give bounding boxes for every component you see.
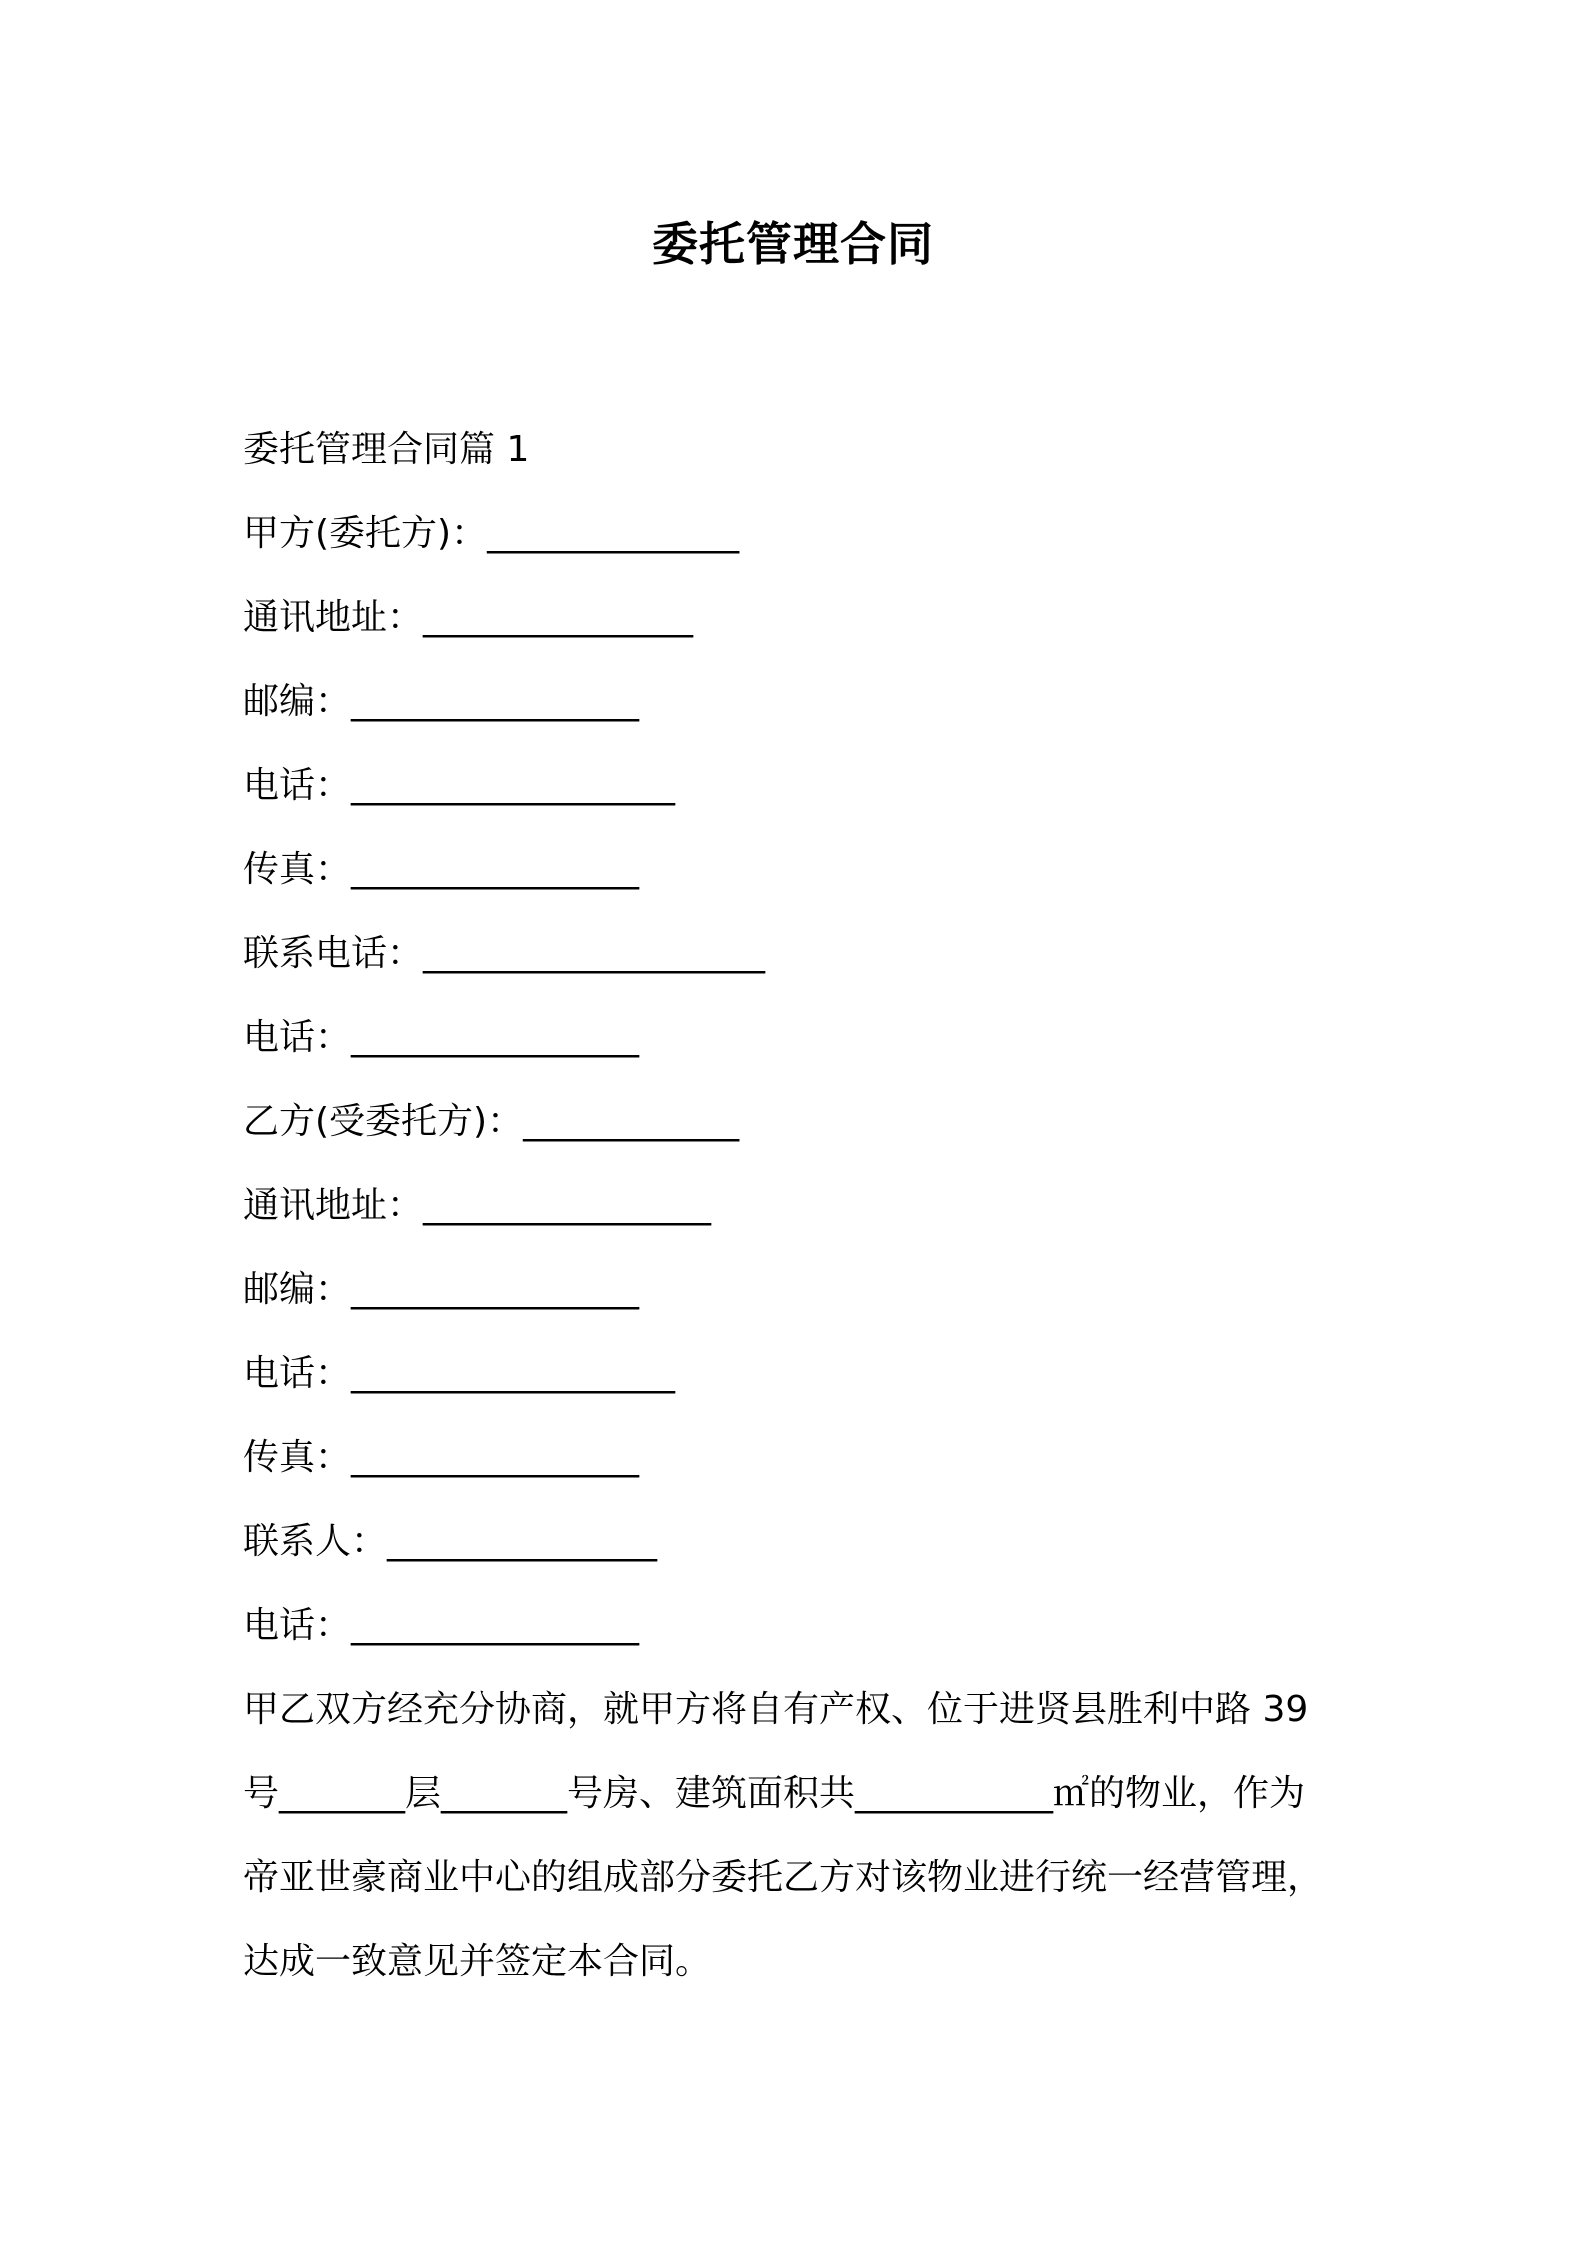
paragraph-line: 号_______层_______号房、建筑面积共___________㎡的物业，作为 xyxy=(243,1773,1306,1814)
party-a-phone-2: 电话：________________ xyxy=(243,1017,640,1058)
party-b-contact: 联系人：_______________ xyxy=(243,1521,658,1562)
party-b-name: 乙方(受委托方)：____________ xyxy=(243,1101,740,1142)
paragraph-line: 达成一致意见并签定本合同。 xyxy=(243,1941,712,1982)
agreement-paragraph xyxy=(243,1668,1353,2004)
document-body xyxy=(243,408,1353,2004)
party-b-fax: 传真：________________ xyxy=(243,1437,640,1478)
document-title: 委托管理合同 xyxy=(652,217,934,271)
party-a-postcode: 邮编：________________ xyxy=(243,681,640,722)
party-a-contact-phone: 联系电话：___________________ xyxy=(243,933,766,974)
party-a-fax: 传真：________________ xyxy=(243,849,640,890)
party-b-phone-2: 电话：________________ xyxy=(243,1605,640,1646)
party-b-address: 通讯地址：________________ xyxy=(243,1185,712,1226)
paragraph-line: 帝亚世豪商业中心的组成部分委托乙方对该物业进行统一经营管理， xyxy=(243,1857,1324,1898)
section-heading: 委托管理合同篇 1 xyxy=(243,429,530,470)
party-b-phone: 电话：__________________ xyxy=(243,1353,676,1394)
party-b-postcode: 邮编：________________ xyxy=(243,1269,640,1310)
paragraph-line: 甲乙双方经充分协商，就甲方将自有产权、位于进贤县胜利中路 39 xyxy=(243,1689,1309,1730)
party-a-address: 通讯地址：_______________ xyxy=(243,597,694,638)
party-a-phone: 电话：__________________ xyxy=(243,765,676,806)
party-a-name: 甲方(委托方)：______________ xyxy=(243,513,740,554)
